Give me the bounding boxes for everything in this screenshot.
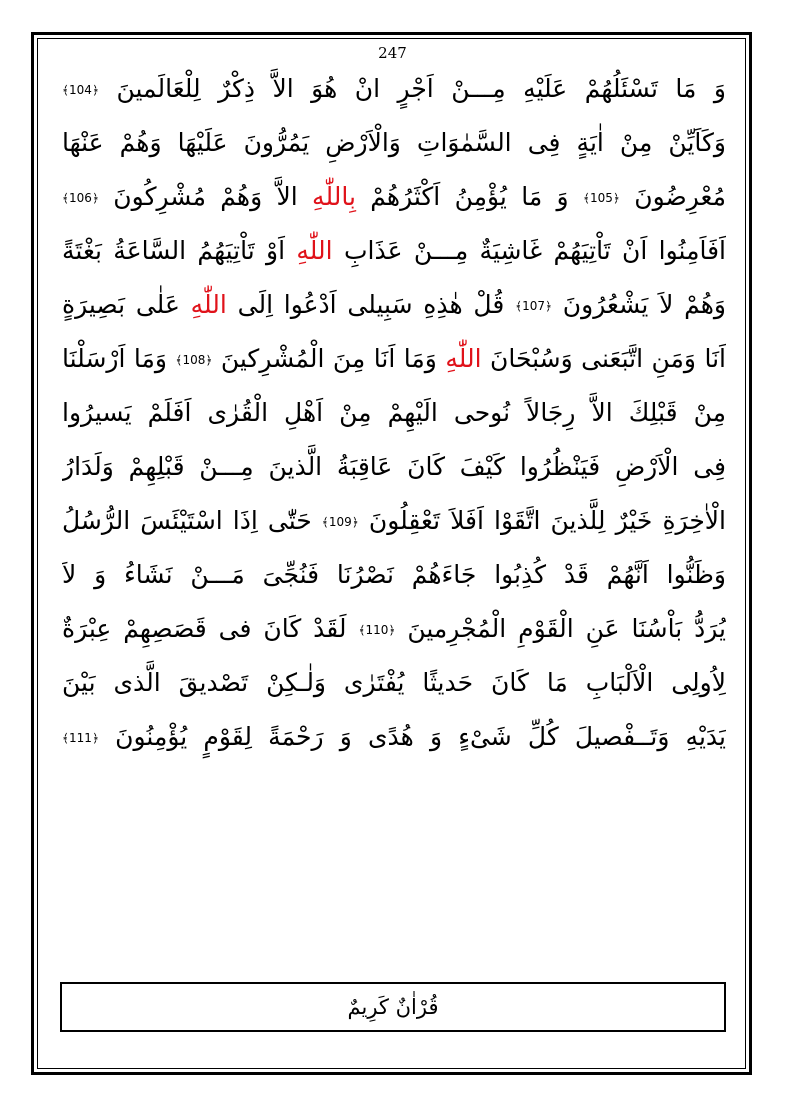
text-segment: وَ مَا يُؤْمِنُ اَكْثَرُهُمْ	[355, 182, 583, 211]
text-segment: حَتّٰى اِذَا اسْتَيْئَسَ الرُّسُلُ	[62, 506, 322, 535]
text-line	[62, 386, 726, 440]
verse-number: ﴿105﴾	[582, 191, 620, 205]
quran-text-block	[62, 62, 726, 764]
text-segment: اَوْ تَاْتِيَهُمُ السَّاعَةُ بَغْتَةً	[62, 236, 297, 265]
text-segment: عَلٰى بَصِيرَةٍ	[62, 290, 191, 319]
verse-number: ﴿111﴾	[62, 731, 99, 745]
text-segment: مِنْ قَبْلِكَ الاَّ رِجَالاً نُوحى الَيْهِمْ مِنْ اَهْلِ الْقُرٰى اَفَلَمْ يَسيرُوا	[62, 398, 726, 427]
footer-box	[60, 982, 726, 1032]
verse-number: ﴿104﴾	[62, 83, 99, 97]
text-segment: يَدَيْهِ وَتَــفْصيلَ كُلِّ شَىْءٍ وَ هُدًى وَ رَحْمَةً لِقَوْمٍ يُؤْمِنُونَ	[98, 722, 726, 751]
verse-number: ﴿107﴾	[515, 299, 553, 313]
text-line	[62, 170, 726, 224]
text-segment: اَنَا وَمَنِ اتَّبَعَنى وَسُبْحَانَ	[481, 344, 726, 373]
text-segment: قُلْ هٰذِهِ سَبِيلى اَدْعُوا اِلَى	[226, 290, 516, 319]
text-segment: وَظَنُّوا اَنَّهُمْ قَدْ كُذِبُوا جَاءَهُمْ نَصْرُنَا فَنُجِّىَ مَـــنْ نَشَاءُ وَ لاَ	[62, 560, 726, 589]
text-segment: مُعْرِضُونَ	[619, 182, 726, 211]
text-segment: وَمَا اَرْسَلْنَا	[62, 344, 176, 373]
text-line	[62, 224, 726, 278]
text-segment: فِى الْاَرْضِ فَيَنْظُرُوا كَيْفَ كَانَ عَاقِبَةُ الَّذينَ مِـــنْ قَبْلِهِمْ وَلَدَارُ	[62, 452, 726, 481]
divine-name: بِاللّٰهِ	[312, 182, 356, 211]
text-line	[62, 548, 726, 602]
text-segment: الْاٰخِرَةِ خَيْرٌ لِلَّذينَ اتَّقَوْا اَفَلاَ تَعْقِلُونَ	[358, 506, 726, 535]
text-segment: يُرَدُّ بَاْسُنَا عَنِ الْقَوْمِ الْمُجْرِمينَ	[395, 614, 726, 643]
text-line	[62, 602, 726, 656]
text-segment: لَقَدْ كَانَ فى قَصَصِهِمْ عِبْرَةٌ	[62, 614, 359, 643]
footer-title: قُرْاٰنٌ كَرِيمٌ	[347, 995, 439, 1019]
verse-number: ﴿108﴾	[175, 353, 213, 367]
text-line	[62, 710, 726, 764]
text-segment: اَفَاَمِنُوا اَنْ تَاْتِيَهُمْ غَاشِيَةٌ مِـــنْ عَذَابِ	[332, 236, 726, 265]
text-line	[62, 440, 726, 494]
verse-number: ﴿106﴾	[62, 191, 99, 205]
text-segment: وَكَاَيِّنْ مِنْ اٰيَةٍ فِى السَّمٰوَاتِ وَالْاَرْضِ يَمُرُّونَ عَلَيْهَا وَهُمْ عَنْهَا	[62, 128, 726, 157]
divine-name: اللّٰهِ	[445, 344, 482, 373]
text-segment: وَهُمْ لاَ يَشْعُرُونَ	[552, 290, 726, 319]
page-number: 247	[378, 44, 407, 62]
text-segment: وَ مَا تَسْئَلُهُمْ عَلَيْهِ مِـــنْ اَجْرٍ انْ هُوَ الاَّ ذِكْرٌ لِلْعَالَمينَ	[98, 74, 726, 103]
text-line	[62, 494, 726, 548]
verse-number: ﴿110﴾	[358, 623, 396, 637]
text-segment: لِاُولِى الْاَلْبَابِ مَا كَانَ حَديثًا يُفْتَرٰى وَلٰـكِنْ تَصْديقَ الَّذى بَيْنَ	[62, 668, 726, 697]
text-segment: الاَّ وَهُمْ مُشْرِكُونَ	[98, 182, 313, 211]
text-line	[62, 332, 726, 386]
text-line	[62, 656, 726, 710]
verse-number: ﴿109﴾	[321, 515, 359, 529]
text-line	[62, 62, 726, 116]
text-segment: وَمَا اَنَا مِنَ الْمُشْرِكينَ	[212, 344, 446, 373]
text-line	[62, 278, 726, 332]
divine-name: اللّٰهِ	[296, 236, 333, 265]
text-line	[62, 116, 726, 170]
divine-name: اللّٰهِ	[190, 290, 227, 319]
